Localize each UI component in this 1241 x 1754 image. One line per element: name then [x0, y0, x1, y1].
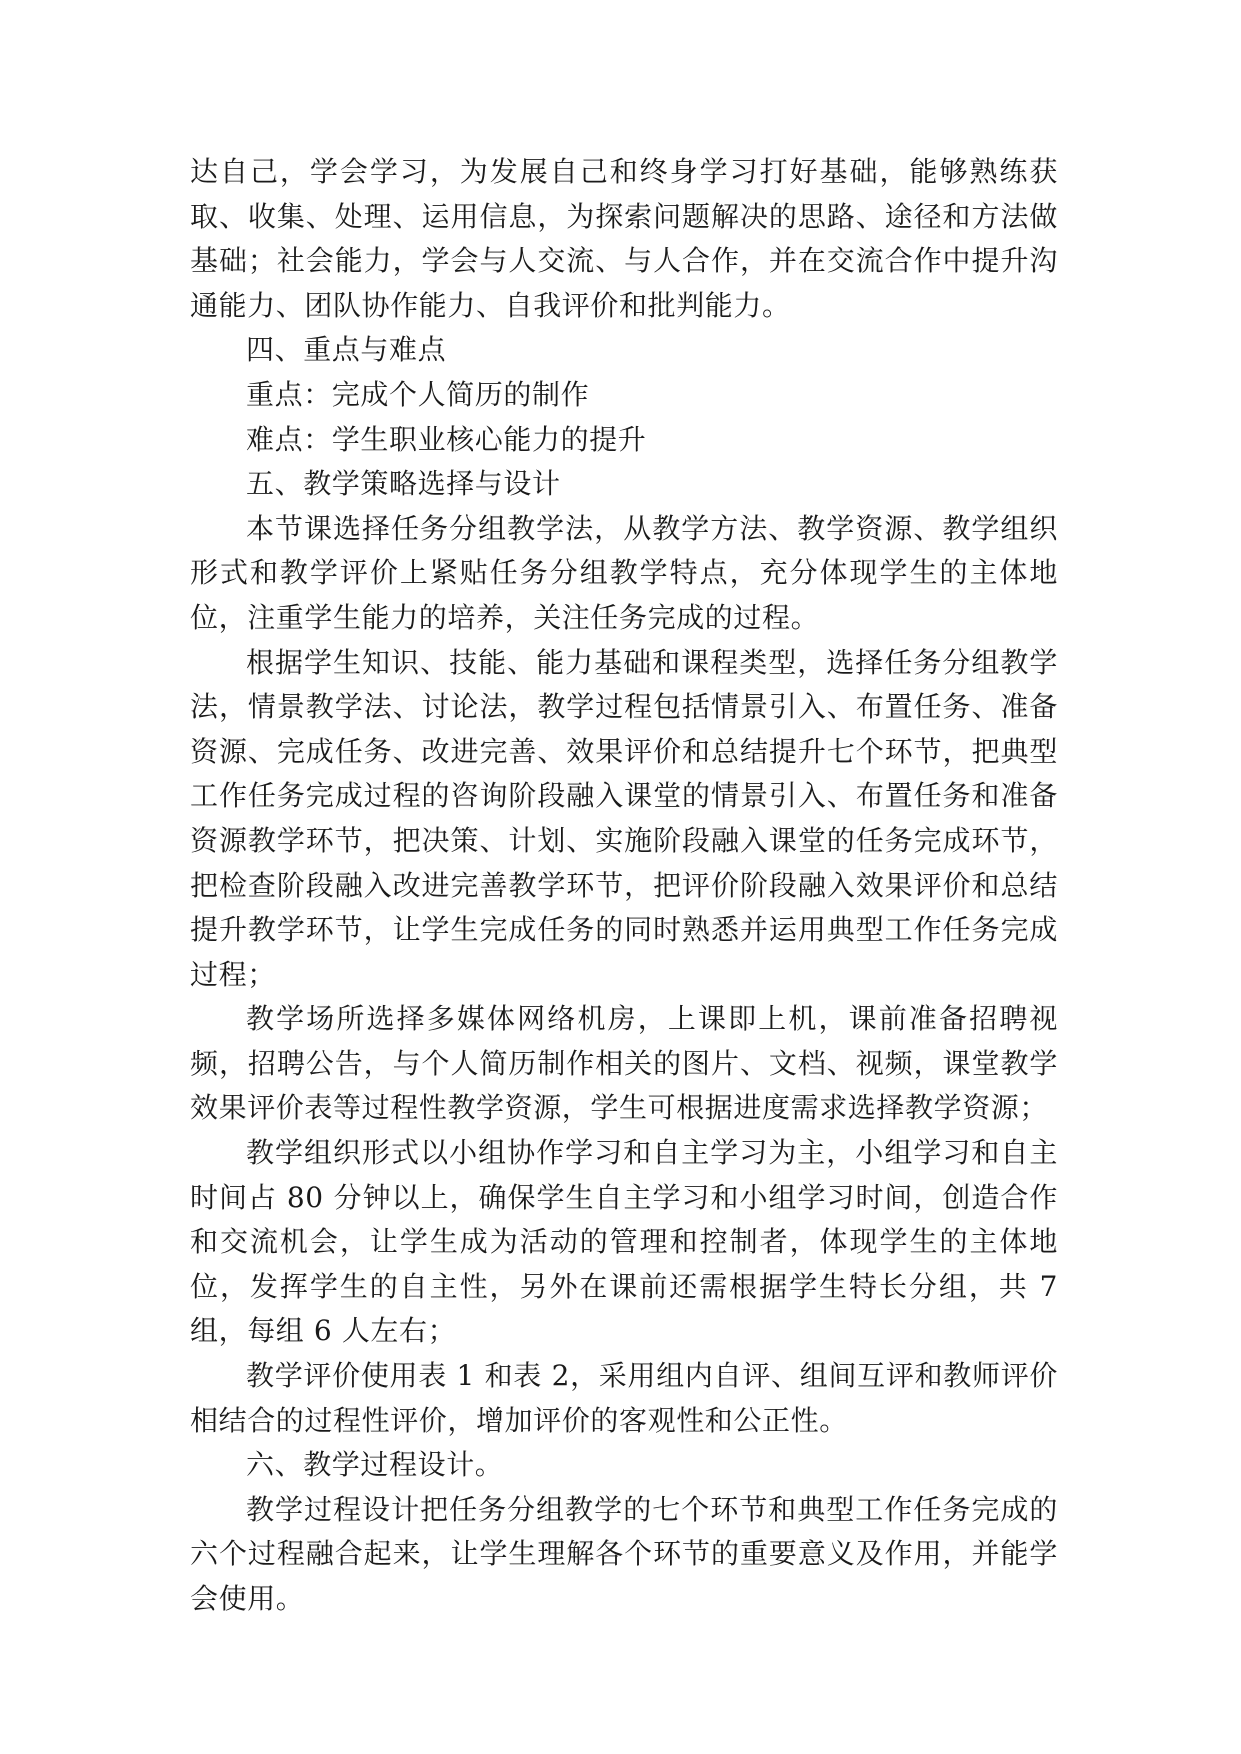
paragraph-strategy-intro: 本节课选择任务分组教学法，从教学方法、教学资源、教学组织形式和教学评价上紧贴任务分组教学特点，充分体现学生的主体地位，注重学生能力的培养，关注任务完成的过程。 — [190, 511, 1058, 634]
paragraph-organization-form: 教学组织形式以小组协作学习和自主学习为主，小组学习和自主时间占 80 分钟以上，确保学生自主学习和小组学习时间，创造合作和交流机会，让学生成为活动的管理和控制者，体现学生的主体地位，发挥学生的自主性，另外在课前还需根据学生特长分组，共 7 组，每组 6 人左右； — [190, 1136, 1058, 1348]
paragraph-teaching-methods: 根据学生知识、技能、能力基础和课程类型，选择任务分组教学法，情景教学法、讨论法，教学过程包括情景引入、布置任务、准备资源、完成任务、改进完善、效果评价和总结提升七个环节，把典型工作任务完成过程的咨询阶段融入课堂的情景引入、布置任务和准备资源教学环节，把决策、计划、实施阶段融入课堂的任务完成环节，把检查阶段融入改进完善教学环节，把评价阶段融入效果评价和总结提升教学环节，让学生完成任务的同时熟悉并运用典型工作任务完成过程； — [190, 645, 1058, 991]
paragraph-key-point: 重点：完成个人简历的制作 — [246, 377, 590, 411]
section-heading-strategy: 五、教学策略选择与设计 — [246, 467, 561, 501]
paragraph-continued: 达自己，学会学习，为发展自己和终身学习打好基础，能够熟练获取、收集、处理、运用信息，为探索问题解决的思路、途径和方法做基础；社会能力，学会与人交流、与人合作，并在交流合作中提升沟通能力、团队协作能力、自我评价和批判能力。 — [190, 155, 1058, 322]
section-heading-process: 六、教学过程设计。 — [246, 1448, 504, 1482]
paragraph-process-design: 教学过程设计把任务分组教学的七个环节和典型工作任务完成的六个过程融合起来，让学生理解各个环节的重要意义及作用，并能学会使用。 — [190, 1492, 1058, 1615]
section-heading-key-points: 四、重点与难点 — [246, 333, 447, 367]
paragraph-difficulty: 难点：学生职业核心能力的提升 — [246, 422, 647, 456]
document-body — [190, 150, 1058, 1622]
paragraph-teaching-venue: 教学场所选择多媒体网络机房，上课即上机，课前准备招聘视频，招聘公告，与个人简历制作相关的图片、文档、视频，课堂教学效果评价表等过程性教学资源，学生可根据进度需求选择教学资源； — [190, 1002, 1058, 1125]
paragraph-evaluation: 教学评价使用表 1 和表 2，采用组内自评、组间互评和教师评价相结合的过程性评价，增加评价的客观性和公正性。 — [190, 1359, 1058, 1437]
